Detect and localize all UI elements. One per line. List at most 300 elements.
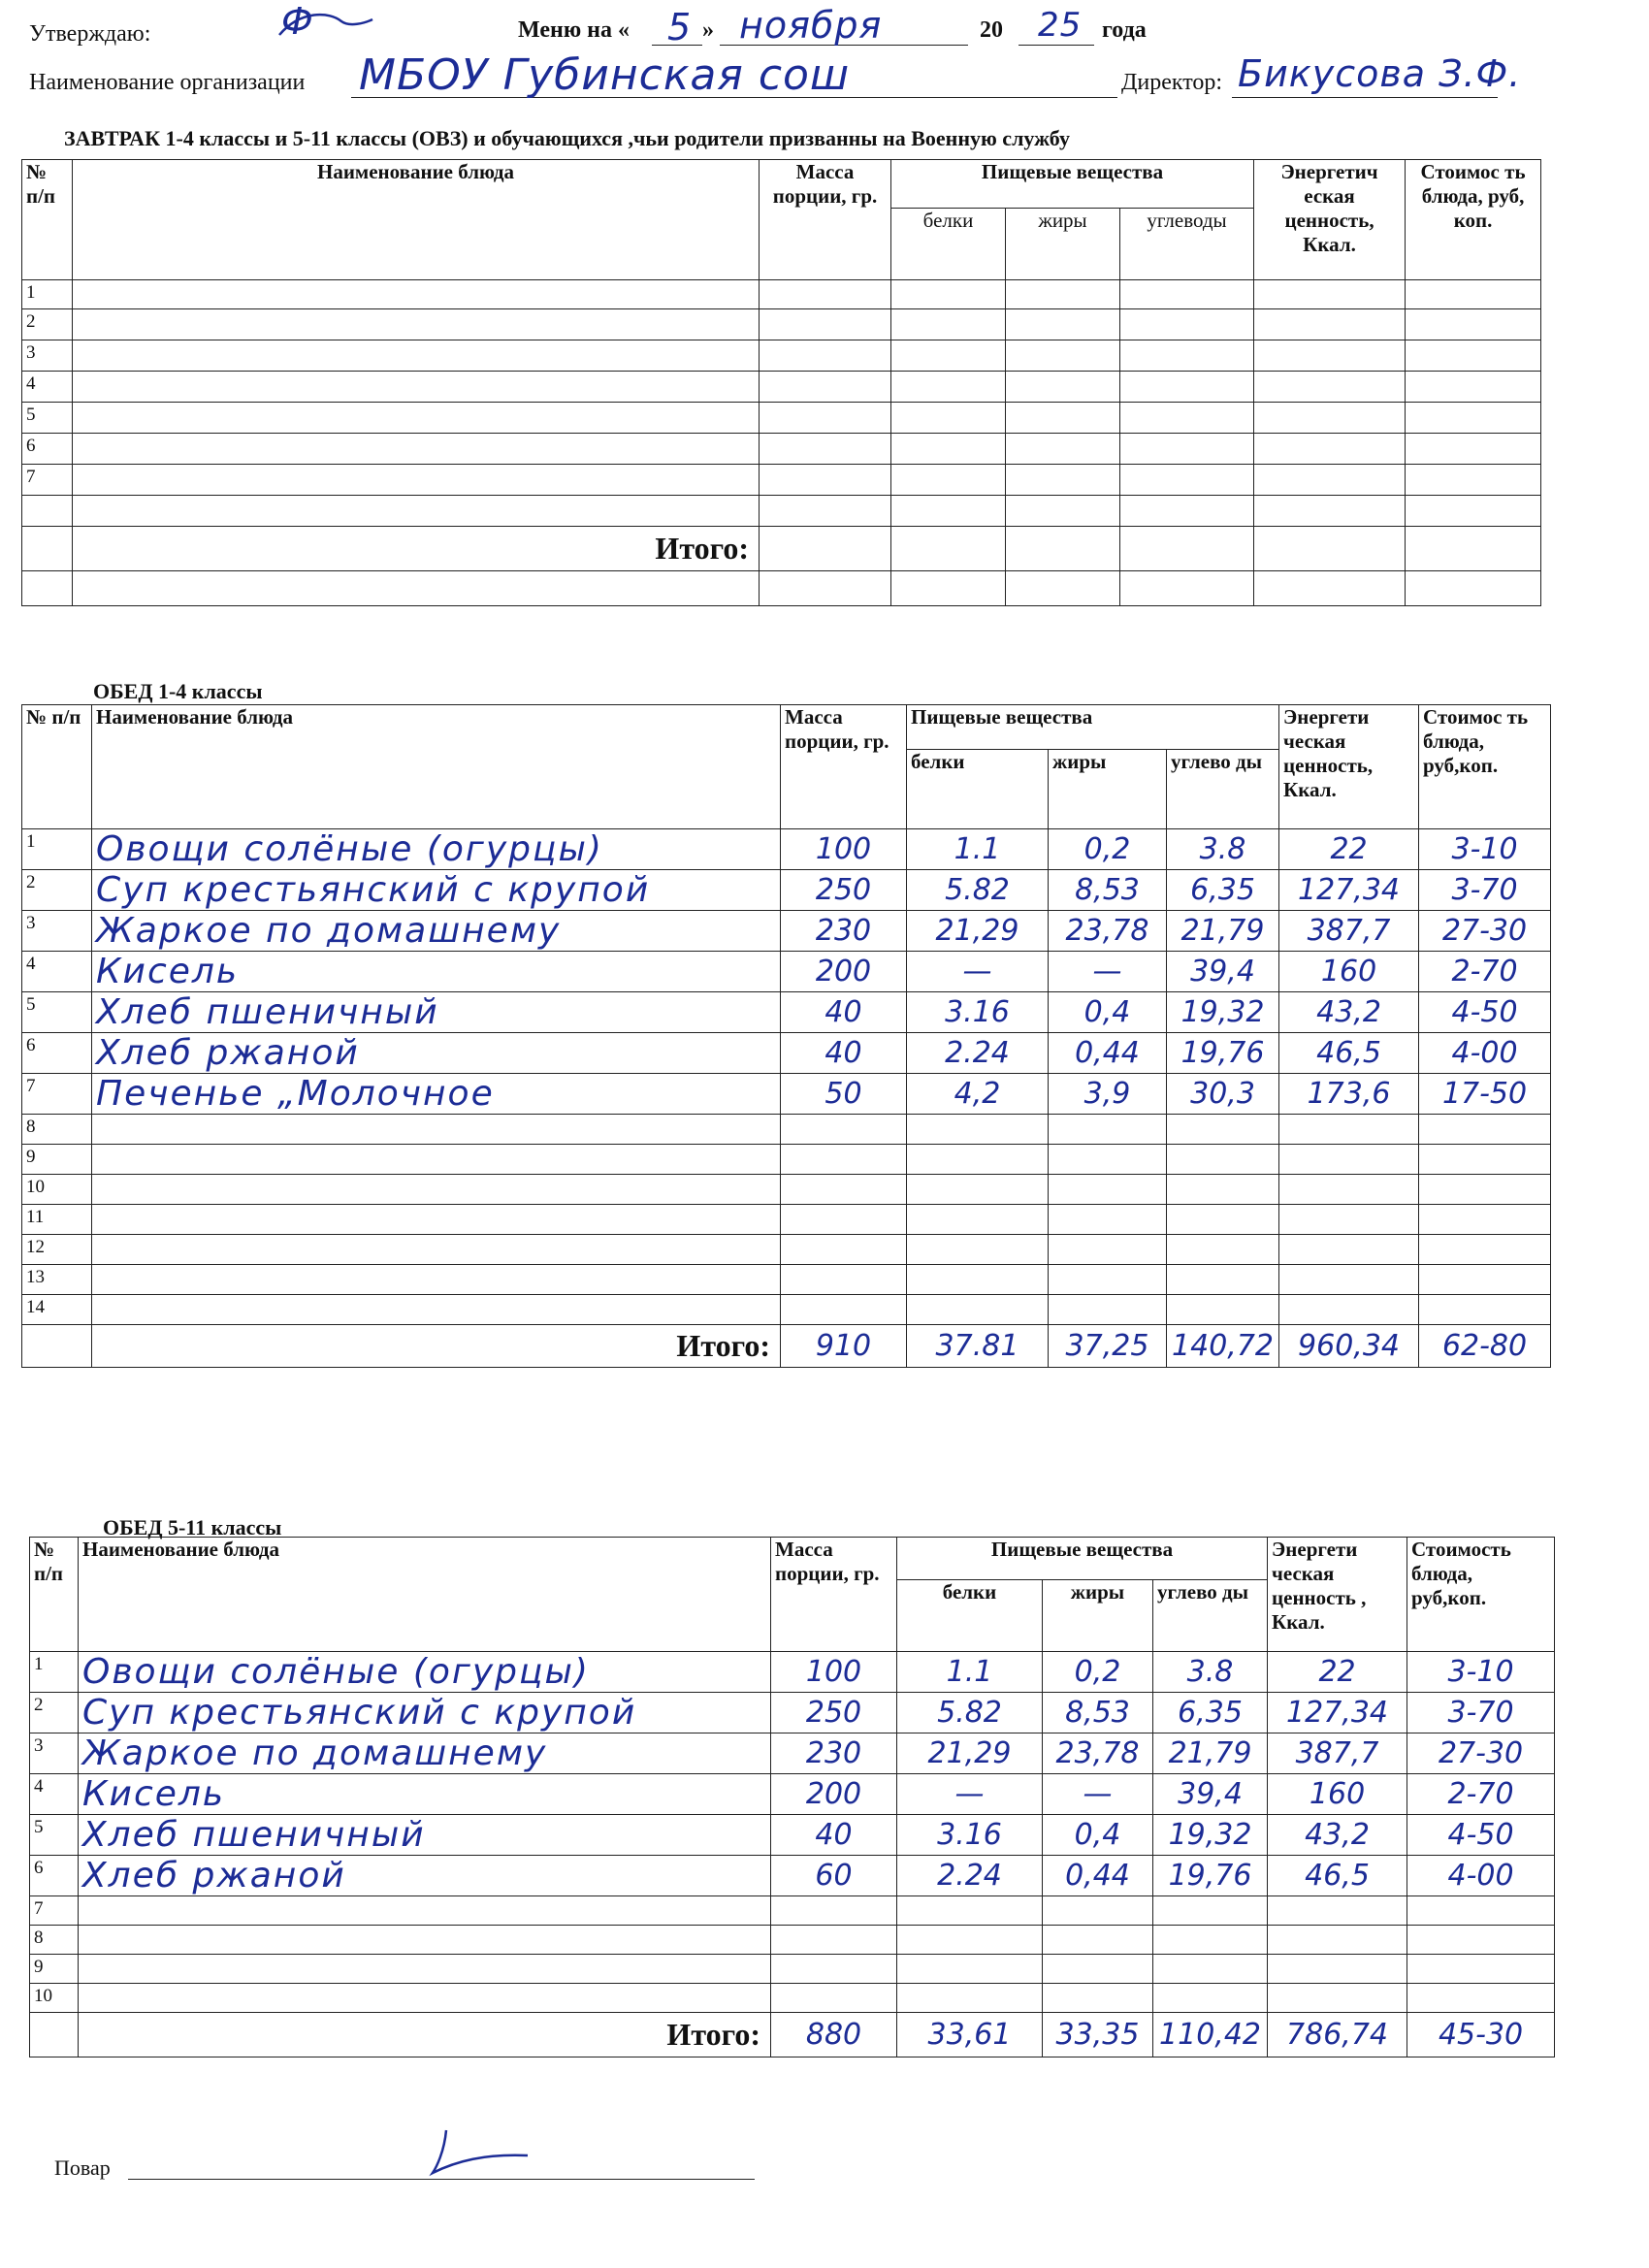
empty-cell xyxy=(1006,403,1120,434)
cell-cost: 17-50 xyxy=(1419,1074,1551,1115)
total-label: Итого: xyxy=(79,2013,771,2057)
table-row xyxy=(22,372,1541,403)
col-nutrients-header: Пищевые вещества xyxy=(891,160,1254,209)
col-dish-header: Наименование блюда xyxy=(73,160,760,280)
empty-cell xyxy=(22,527,73,571)
cell-protein: 3.16 xyxy=(907,992,1049,1033)
table-row xyxy=(22,340,1541,372)
total-fat: 37,25 xyxy=(1049,1325,1167,1368)
cell-mass: 40 xyxy=(781,992,907,1033)
row-number: 2 xyxy=(30,1693,79,1733)
empty-cell xyxy=(891,403,1006,434)
empty-cell xyxy=(1120,527,1254,571)
year-prefix: 20 xyxy=(980,17,1003,43)
col-dish-header: Наименование блюда xyxy=(92,705,781,829)
cell-mass: 250 xyxy=(781,870,907,911)
cell-mass xyxy=(771,1955,897,1984)
table-row xyxy=(22,1265,1551,1295)
total-row xyxy=(22,527,1541,571)
empty-cell xyxy=(73,340,760,372)
cell-fat: — xyxy=(1043,1774,1153,1815)
cell-protein: 3.16 xyxy=(897,1815,1043,1856)
cell-fat: — xyxy=(1049,952,1167,992)
cell-carbs: 19,76 xyxy=(1153,1856,1268,1896)
cell-mass: 40 xyxy=(781,1033,907,1074)
cell-protein: 1.1 xyxy=(907,829,1049,870)
empty-cell xyxy=(1120,340,1254,372)
cell-cost: 4-00 xyxy=(1407,1856,1555,1896)
empty-cell xyxy=(73,403,760,434)
menu-label xyxy=(518,17,630,44)
dish-name xyxy=(92,1145,781,1175)
row-number: 10 xyxy=(30,1984,79,2013)
empty-cell xyxy=(1406,527,1541,571)
cell-fat xyxy=(1049,1205,1167,1235)
empty-cell xyxy=(1406,372,1541,403)
cell-cost xyxy=(1419,1205,1551,1235)
col-dish-header: Наименование блюда xyxy=(79,1538,771,1652)
year-suffix: 25 xyxy=(1038,6,1083,45)
cell-fat: 8,53 xyxy=(1043,1693,1153,1733)
cell-protein: 21,29 xyxy=(897,1733,1043,1774)
col-fat-header: жиры xyxy=(1006,209,1120,280)
cell-fat: 8,53 xyxy=(1049,870,1167,911)
row-number: 4 xyxy=(22,952,92,992)
table-row xyxy=(22,280,1541,309)
cell-mass: 60 xyxy=(771,1856,897,1896)
cell-cost xyxy=(1407,1984,1555,2013)
total-mass: 880 xyxy=(771,2013,897,2057)
dish-name: Хлеб пшеничный xyxy=(79,1815,771,1856)
lunch-5-11-title: ОБЕД 5-11 классы xyxy=(103,1515,282,1539)
empty-cell xyxy=(760,465,891,496)
empty-cell xyxy=(1006,465,1120,496)
org-label: Наименование организации xyxy=(29,70,306,95)
empty-cell xyxy=(1406,280,1541,309)
cell-protein: 4,2 xyxy=(907,1074,1049,1115)
cell-protein xyxy=(907,1265,1049,1295)
table-row xyxy=(22,403,1541,434)
row-number: 3 xyxy=(22,911,92,952)
cell-mass: 250 xyxy=(771,1693,897,1733)
empty-cell xyxy=(760,527,891,571)
cell-kcal xyxy=(1279,1235,1419,1265)
cell-mass xyxy=(771,1926,897,1955)
col-cost-header: Стоимос ть блюда, руб,коп. xyxy=(1419,705,1551,829)
cell-carbs: 6,35 xyxy=(1167,870,1279,911)
cell-protein: 2.24 xyxy=(907,1033,1049,1074)
cell-kcal xyxy=(1279,1295,1419,1325)
table-row xyxy=(22,870,1551,911)
row-number: 7 xyxy=(30,1896,79,1926)
total-carbs: 110,42 xyxy=(1153,2013,1268,2057)
cell-cost: 2-70 xyxy=(1419,952,1551,992)
col-nutrients-header: Пищевые вещества xyxy=(897,1538,1268,1580)
empty-cell xyxy=(1254,527,1406,571)
col-fat-header: жиры xyxy=(1043,1580,1153,1652)
cell-fat xyxy=(1049,1115,1167,1145)
cell-carbs xyxy=(1167,1145,1279,1175)
cell-fat: 0,2 xyxy=(1043,1652,1153,1693)
cell-cost xyxy=(1407,1896,1555,1926)
cell-protein: 2.24 xyxy=(897,1856,1043,1896)
row-number: 9 xyxy=(22,1145,92,1175)
empty-cell xyxy=(73,465,760,496)
cell-fat: 0,4 xyxy=(1049,992,1167,1033)
empty-cell xyxy=(891,340,1006,372)
cell-kcal xyxy=(1268,1896,1407,1926)
empty-cell xyxy=(760,571,891,606)
row-number: 5 xyxy=(30,1815,79,1856)
empty-cell xyxy=(73,280,760,309)
col-fat-header: жиры xyxy=(1049,750,1167,829)
empty-cell xyxy=(73,372,760,403)
empty-cell xyxy=(1254,403,1406,434)
approve-label: Утверждаю: xyxy=(29,21,151,47)
cell-mass xyxy=(781,1175,907,1205)
cell-mass: 100 xyxy=(781,829,907,870)
cell-cost xyxy=(1419,1235,1551,1265)
cell-kcal: 160 xyxy=(1279,952,1419,992)
empty-cell xyxy=(73,309,760,340)
empty-cell xyxy=(891,496,1006,527)
dish-name: Хлеб ржаной xyxy=(92,1033,781,1074)
col-mass-header: Масса порции, гр. xyxy=(760,160,891,280)
dish-name: Суп крестьянский с крупой xyxy=(92,870,781,911)
table-row xyxy=(30,1955,1555,1984)
cell-fat: 23,78 xyxy=(1043,1733,1153,1774)
cell-kcal: 22 xyxy=(1268,1652,1407,1693)
total-label: Итого: xyxy=(92,1325,781,1368)
row-number: 7 xyxy=(22,465,73,496)
table-row xyxy=(30,1896,1555,1926)
cell-protein: — xyxy=(897,1774,1043,1815)
cell-fat xyxy=(1043,1984,1153,2013)
table-row xyxy=(22,571,1541,606)
row-number: 1 xyxy=(30,1652,79,1693)
table-row xyxy=(30,1693,1555,1733)
cell-carbs: 19,32 xyxy=(1167,992,1279,1033)
total-label: Итого: xyxy=(73,527,760,571)
empty-cell xyxy=(1406,403,1541,434)
table-row xyxy=(30,1652,1555,1693)
cell-mass: 50 xyxy=(781,1074,907,1115)
cell-kcal: 127,34 xyxy=(1268,1693,1407,1733)
empty-cell xyxy=(1006,527,1120,571)
empty-cell xyxy=(1254,571,1406,606)
cell-kcal: 127,34 xyxy=(1279,870,1419,911)
cell-mass xyxy=(781,1295,907,1325)
empty-cell xyxy=(1006,434,1120,465)
cook-signature xyxy=(427,2122,534,2181)
empty-cell xyxy=(1006,340,1120,372)
col-energy-header: Энергети ческая ценность , Ккал. xyxy=(1268,1538,1407,1652)
row-number: 8 xyxy=(22,1115,92,1145)
col-protein-header: белки xyxy=(891,209,1006,280)
total-fat: 33,35 xyxy=(1043,2013,1153,2057)
cell-kcal: 173,6 xyxy=(1279,1074,1419,1115)
empty-cell xyxy=(22,571,73,606)
cell-carbs xyxy=(1167,1235,1279,1265)
table-row xyxy=(22,911,1551,952)
total-kcal: 960,34 xyxy=(1279,1325,1419,1368)
dish-name xyxy=(79,1955,771,1984)
empty-cell xyxy=(760,309,891,340)
empty-cell xyxy=(1254,309,1406,340)
cell-kcal xyxy=(1279,1115,1419,1145)
cell-fat xyxy=(1049,1265,1167,1295)
col-cost-header: Стоимос ть блюда, руб, коп. xyxy=(1406,160,1541,280)
col-num-header: № п/п xyxy=(30,1538,79,1652)
empty-cell xyxy=(1120,571,1254,606)
row-number: 5 xyxy=(22,992,92,1033)
empty-cell xyxy=(1406,571,1541,606)
table-row xyxy=(30,1815,1555,1856)
dish-name xyxy=(79,1926,771,1955)
empty-cell xyxy=(73,571,760,606)
table-row xyxy=(30,1733,1555,1774)
empty-cell xyxy=(1254,465,1406,496)
cell-protein xyxy=(907,1295,1049,1325)
col-carbs-header: углеводы xyxy=(1120,209,1254,280)
row-number: 2 xyxy=(22,309,73,340)
cell-carbs xyxy=(1167,1295,1279,1325)
dish-name: Печенье „Молочное xyxy=(92,1074,781,1115)
row-number: 14 xyxy=(22,1295,92,1325)
row-number: 2 xyxy=(22,870,92,911)
cell-mass: 100 xyxy=(771,1652,897,1693)
cell-carbs: 3.8 xyxy=(1167,829,1279,870)
table-row xyxy=(22,496,1541,527)
table-row xyxy=(22,434,1541,465)
table-row xyxy=(22,992,1551,1033)
cell-carbs xyxy=(1167,1175,1279,1205)
cell-kcal: 43,2 xyxy=(1279,992,1419,1033)
cell-carbs xyxy=(1153,1896,1268,1926)
col-mass-header: Масса порции, гр. xyxy=(771,1538,897,1652)
col-num-header: № п/п xyxy=(22,160,73,280)
empty-cell xyxy=(1406,496,1541,527)
col-carbs-header: углево ды xyxy=(1153,1580,1268,1652)
cell-fat xyxy=(1043,1955,1153,1984)
cell-carbs: 39,4 xyxy=(1167,952,1279,992)
cell-protein xyxy=(897,1955,1043,1984)
cell-mass: 200 xyxy=(781,952,907,992)
cell-cost: 3-70 xyxy=(1419,870,1551,911)
table-row xyxy=(22,1115,1551,1145)
cell-kcal xyxy=(1268,1926,1407,1955)
empty-cell xyxy=(1120,434,1254,465)
table-row xyxy=(22,829,1551,870)
dish-name: Кисель xyxy=(92,952,781,992)
empty-cell xyxy=(22,1325,92,1368)
empty-cell xyxy=(1254,372,1406,403)
dish-name: Кисель xyxy=(79,1774,771,1815)
cell-mass xyxy=(771,1896,897,1926)
cell-fat xyxy=(1049,1145,1167,1175)
row-number: 4 xyxy=(22,372,73,403)
empty-cell xyxy=(22,496,73,527)
table-row xyxy=(22,1074,1551,1115)
dish-name: Хлеб ржаной xyxy=(79,1856,771,1896)
empty-cell xyxy=(1406,465,1541,496)
empty-cell xyxy=(891,372,1006,403)
cell-cost xyxy=(1419,1295,1551,1325)
row-number: 3 xyxy=(30,1733,79,1774)
cell-cost: 3-10 xyxy=(1407,1652,1555,1693)
col-protein-header: белки xyxy=(897,1580,1043,1652)
empty-cell xyxy=(1006,280,1120,309)
empty-cell xyxy=(1254,280,1406,309)
cell-fat: 0,44 xyxy=(1043,1856,1153,1896)
cell-kcal: 46,5 xyxy=(1279,1033,1419,1074)
empty-cell xyxy=(1120,372,1254,403)
dish-name: Овощи солёные (огурцы) xyxy=(92,829,781,870)
cell-kcal xyxy=(1268,1984,1407,2013)
dish-name xyxy=(79,1984,771,2013)
quote-close: » xyxy=(702,17,714,43)
dish-name xyxy=(92,1175,781,1205)
approve-signature-stroke xyxy=(272,6,378,45)
empty-cell xyxy=(1254,340,1406,372)
cell-mass: 40 xyxy=(771,1815,897,1856)
cell-cost xyxy=(1407,1926,1555,1955)
cell-cost xyxy=(1419,1265,1551,1295)
dish-name xyxy=(92,1115,781,1145)
cell-carbs xyxy=(1153,1955,1268,1984)
empty-cell xyxy=(891,465,1006,496)
cell-fat: 0,2 xyxy=(1049,829,1167,870)
table-row xyxy=(30,1856,1555,1896)
cell-carbs: 3.8 xyxy=(1153,1652,1268,1693)
cell-carbs: 6,35 xyxy=(1153,1693,1268,1733)
menu-label-text: Меню на xyxy=(518,17,612,43)
empty-cell xyxy=(30,2013,79,2057)
empty-cell xyxy=(760,280,891,309)
cell-kcal xyxy=(1279,1205,1419,1235)
empty-cell xyxy=(1120,309,1254,340)
cell-mass: 230 xyxy=(771,1733,897,1774)
total-row xyxy=(22,1325,1551,1368)
cell-kcal xyxy=(1279,1145,1419,1175)
cell-protein xyxy=(897,1984,1043,2013)
dish-name: Овощи солёные (огурцы) xyxy=(79,1652,771,1693)
empty-cell xyxy=(1254,496,1406,527)
cell-kcal: 387,7 xyxy=(1268,1733,1407,1774)
cell-kcal: 43,2 xyxy=(1268,1815,1407,1856)
cell-carbs: 21,79 xyxy=(1167,911,1279,952)
total-row xyxy=(30,2013,1555,2057)
cell-fat xyxy=(1043,1926,1153,1955)
empty-cell xyxy=(891,434,1006,465)
cell-protein xyxy=(907,1175,1049,1205)
empty-cell xyxy=(1120,280,1254,309)
cell-protein xyxy=(897,1896,1043,1926)
table-row xyxy=(22,1205,1551,1235)
cell-mass xyxy=(771,1984,897,2013)
dish-name: Жаркое по домашнему xyxy=(92,911,781,952)
cell-cost: 2-70 xyxy=(1407,1774,1555,1815)
cell-cost: 4-00 xyxy=(1419,1033,1551,1074)
cell-carbs xyxy=(1153,1984,1268,2013)
dish-name: Хлеб пшеничный xyxy=(92,992,781,1033)
cell-protein: 5.82 xyxy=(897,1693,1043,1733)
cell-carbs: 21,79 xyxy=(1153,1733,1268,1774)
quote-open: « xyxy=(617,17,630,43)
empty-cell xyxy=(1120,496,1254,527)
breakfast-title: ЗАВТРАК 1-4 классы и 5-11 классы (ОВЗ) и обучающихся ,чьи родители призванны на Военную службу xyxy=(64,126,1070,150)
cell-fat xyxy=(1049,1295,1167,1325)
row-number: 9 xyxy=(30,1955,79,1984)
lunch-1-4-title: ОБЕД 1-4 классы xyxy=(93,679,263,703)
row-number: 10 xyxy=(22,1175,92,1205)
cell-mass: 230 xyxy=(781,911,907,952)
cell-mass xyxy=(781,1235,907,1265)
cell-carbs xyxy=(1153,1926,1268,1955)
total-cost: 62-80 xyxy=(1419,1325,1551,1368)
empty-cell xyxy=(1406,434,1541,465)
cell-protein xyxy=(907,1145,1049,1175)
empty-cell xyxy=(760,372,891,403)
lunch-5-11-table xyxy=(29,1537,1555,2057)
cell-protein xyxy=(907,1115,1049,1145)
menu-month: ноября xyxy=(739,4,883,47)
cell-kcal: 387,7 xyxy=(1279,911,1419,952)
table-row xyxy=(22,465,1541,496)
cell-mass: 200 xyxy=(771,1774,897,1815)
empty-cell xyxy=(1406,340,1541,372)
empty-cell xyxy=(760,434,891,465)
total-kcal: 786,74 xyxy=(1268,2013,1407,2057)
empty-cell xyxy=(891,309,1006,340)
cell-fat xyxy=(1049,1175,1167,1205)
year-word: года xyxy=(1102,17,1147,43)
row-number: 1 xyxy=(22,829,92,870)
cell-cost xyxy=(1407,1955,1555,1984)
empty-cell xyxy=(891,527,1006,571)
director-label: Директор: xyxy=(1121,70,1223,95)
breakfast-table xyxy=(21,159,1541,606)
col-energy-header: Энергетич еская ценность, Ккал. xyxy=(1254,160,1406,280)
table-row xyxy=(22,1175,1551,1205)
dish-name xyxy=(92,1265,781,1295)
empty-cell xyxy=(1254,434,1406,465)
dish-name xyxy=(92,1205,781,1235)
lunch-1-4-table xyxy=(21,704,1551,1368)
cell-carbs: 19,32 xyxy=(1153,1815,1268,1856)
table-row xyxy=(30,1984,1555,2013)
empty-cell xyxy=(1006,309,1120,340)
menu-day: 5 xyxy=(667,6,693,49)
cook-label: Повар xyxy=(54,2155,111,2180)
col-nutrients-header: Пищевые вещества xyxy=(907,705,1279,750)
cell-mass xyxy=(781,1145,907,1175)
cell-kcal: 46,5 xyxy=(1268,1856,1407,1896)
cell-mass xyxy=(781,1115,907,1145)
cell-cost: 4-50 xyxy=(1419,992,1551,1033)
dish-name: Жаркое по домашнему xyxy=(79,1733,771,1774)
table-row xyxy=(22,1295,1551,1325)
empty-cell xyxy=(1120,465,1254,496)
empty-cell xyxy=(73,496,760,527)
cell-protein: — xyxy=(907,952,1049,992)
cell-fat: 23,78 xyxy=(1049,911,1167,952)
cell-protein xyxy=(907,1235,1049,1265)
table-row xyxy=(30,1926,1555,1955)
table-row xyxy=(22,952,1551,992)
dish-name xyxy=(92,1235,781,1265)
table-row xyxy=(30,1774,1555,1815)
